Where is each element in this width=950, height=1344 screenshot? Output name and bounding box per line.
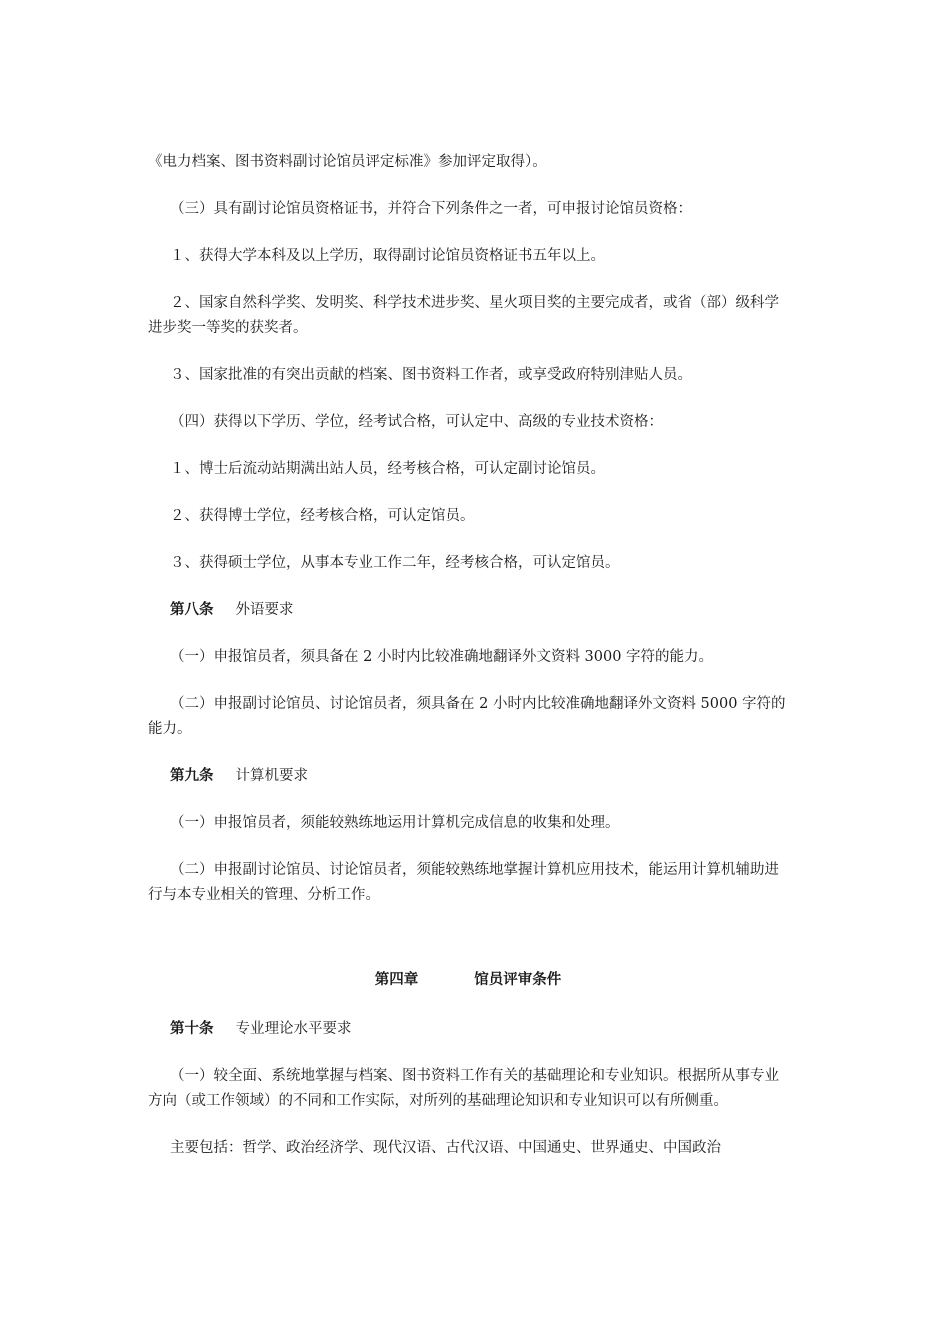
paragraph: ３、获得硕士学位，从事本专业工作二年，经考核合格，可认定馆员。 (170, 555, 620, 571)
document-page (148, 150, 788, 1161)
article-heading-10 (148, 1017, 788, 1042)
article-heading-9 (148, 764, 788, 789)
paragraph: ２、国家自然科学奖、发明奖、科学技术进步奖、星火项目奖的主要完成者，或省（部）级科学进步奖一等奖的获奖者。 (148, 295, 779, 336)
paragraph: （一）申报馆员者，须具备在 2 小时内比较准确地翻译外文资料 3000 字符的能力。 (170, 649, 714, 665)
paragraph: （一）申报馆员者，须能较熟练地运用计算机完成信息的收集和处理。 (170, 815, 620, 831)
paragraph: （二）申报副讨论馆员、讨论馆员者，须具备在 2 小时内比较准确地翻译外文资料 5000 字符的能力。 (148, 696, 786, 737)
paragraph: ２、获得博士学位，经考核合格，可认定馆员。 (170, 508, 475, 524)
paragraph: 主要包括：哲学、政治经济学、现代汉语、古代汉语、中国通史、世界通史、中国政治 (170, 1140, 721, 1156)
paragraph: ３、国家批准的有突出贡献的档案、图书资料工作者，或享受政府特别津贴人员。 (170, 367, 692, 383)
paragraph: （三）具有副讨论馆员资格证书，并符合下列条件之一者，可申报讨论馆员资格： (170, 201, 692, 217)
article-title: 外语要求 (235, 602, 294, 618)
article-number: 第九条 (170, 768, 214, 784)
article-number: 第十条 (170, 1021, 214, 1037)
paragraph: （二）申报副讨论馆员、讨论馆员者，须能较熟练地掌握计算机应用技术，能运用计算机辅助进行与本专业相关的管理、分析工作。 (148, 862, 779, 903)
paragraph: （一）较全面、系统地掌握与档案、图书资料工作有关的基础理论和专业知识。根据所从事专业方向（或工作领域）的不同和工作实际，对所列的基础理论知识和专业知识可以有所侧重。 (148, 1068, 779, 1109)
article-title: 专业理论水平要求 (235, 1021, 352, 1037)
article-title: 计算机要求 (235, 768, 308, 784)
paragraph: （四）获得以下学历、学位，经考试合格，可认定中、高级的专业技术资格： (170, 414, 663, 430)
article-number: 第八条 (170, 602, 214, 618)
paragraph: 《电力档案、图书资料副讨论馆员评定标准》参加评定取得）。 (148, 154, 547, 170)
paragraph: １、博士后流动站期满出站人员，经考核合格，可认定副讨论馆员。 (170, 461, 605, 477)
paragraph: １、获得大学本科及以上学历，取得副讨论馆员资格证书五年以上。 (170, 248, 605, 264)
chapter-number: 第四章 (374, 972, 419, 988)
chapter-title: 馆员评审条件 (474, 972, 562, 988)
article-heading-8 (148, 598, 788, 623)
chapter-heading (148, 968, 788, 993)
